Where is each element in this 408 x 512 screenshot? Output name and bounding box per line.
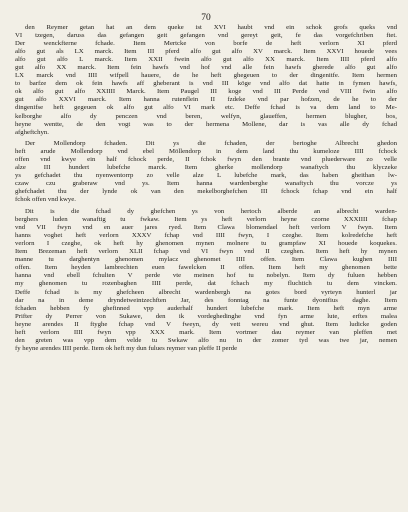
text-line: berghers luden wanaftig tu fwkaw. Item ys heft verlorn heyne czorne XXXIIII fchap xyxy=(15,216,397,224)
text-line: alfo gut alfo L marck. Item XXII fwein alfo gut alfo XX marck. Item IIII pferd alfo xyxy=(15,56,397,64)
text-line: czaw czu graberaw vnd ys. Item hanna wardenberghe wanaftych thu vorcze ys xyxy=(15,180,397,188)
text-line: hanns voghet heft verlorn XXXV fchap vnd IIII fwyn, I czeghe. Item kolredefche heft xyxy=(15,232,397,240)
text-line: Dit is die fchad dy ghefchen ys von hertoch alberde an albrecht warden- xyxy=(25,208,397,216)
text-line: offen vnd kwye ein half fchock perde, II fchok fwyn den brante vnd pluederware zo velle xyxy=(15,156,397,164)
text-line: den Reymer getan hat an dem queke ist XVI haubt vnd ein schok grofs queks vnd xyxy=(25,24,397,31)
text-line: alfo gut als LX marck. Item III pferd alfo gut alfo XV marck. Item XXVI houede vees xyxy=(15,48,397,56)
paragraph xyxy=(15,140,397,204)
text-line: vnd VII fwyn vnd en auer jares ryed. Item Clawa blomendael heft verlorn V fwyn. Item xyxy=(15,224,397,232)
text-line: Der wenckfterne fchade. Item Mertcke von borfe de heft verlorn XI pferd xyxy=(15,40,397,48)
paragraph xyxy=(15,24,397,137)
text-line: gut alfo XX marck. Item fein hawfs vnd hof vnd alle fein hawfs gherede alfo gut alfo xyxy=(15,64,397,72)
text-line: fchok offen vnd kwye. xyxy=(15,196,76,204)
text-line: dar na in deme dryndetweintzechften Jar, des fonntag na funte dyonifius daghe. Item xyxy=(15,296,397,304)
text-line: offen. Item heyden lambrechten euen fawelcken II offen. Item heft my ghenomen bette xyxy=(15,264,397,272)
text-line: den greten was vpp dem velde tu Swkaw alfo nu in der zomer tyd was twe jar, nemen xyxy=(15,336,397,344)
document-body xyxy=(15,24,397,353)
text-line: manne tu darghentyn ghenomen mylacz ghenomet IIII offen. Item Clawa kughen IIII xyxy=(15,256,397,264)
text-line: heyne wentte, de den vogt was to der hermena Mollene, dar is vas alle dy fchad xyxy=(15,120,397,128)
text-line: Deffe fchad is my ghefcheen albrecht wardenbergh na gotes bord vyrteyn hunterl jar xyxy=(15,288,397,296)
text-line: heft arude Mollendorp vnd ebel Möllendorp in dem land thu kumeloze IIII fchock xyxy=(15,148,397,156)
text-line: Der Mollendorp fchaden. Dit ys die fchaden, der bertoghe Albrecht ghedon xyxy=(25,140,397,148)
text-line: hanna vnd ebell fchulten V perde vte meinen hof tu nobelyn. Item dy fuluen hebben xyxy=(15,272,397,280)
text-line: ok alfo gut alfo XXIIII Marck. Item Paugel III koge vnd III Perde vnd VIII fwin alfo xyxy=(15,88,397,96)
text-line: heft verlorn IIII fwyn vpp XXX mark. Item vortmer dau reymer van pleffen met xyxy=(15,328,397,336)
text-line: ys gefchadet thu nyenwentorrp zo velle alze L lubefche mark, das haben gheithan lw- xyxy=(15,172,397,180)
text-line: dingenifse heft gegeuen ok alfo gut alfo VI mark etc. Deffe fchad is va dem land to Me- xyxy=(15,104,397,112)
text-line: to barfze dem ok fein hawfs aff gheberant is vnd III köge vnd alfo dat hatte in fymen hawfs, xyxy=(15,80,397,88)
paragraph xyxy=(15,208,397,353)
text-line: VI tzegen, daruss das gefangen geit gefangen vnd gereyt geit, fe das vorgefchriben ftet. xyxy=(15,32,397,40)
text-line: fy heyne arendes IIII perde. Item ok heft my dun fulues reymer van pleffe II perde xyxy=(15,344,238,352)
text-line: heyne arendes II ftyghe fchap vnd V fweyn, dy vett wereu vnd ghut. Item ludicke goden xyxy=(15,320,397,328)
text-line: ghefchadet thu der lynde ok van den mekelborghefchen III fchock fchap vnd ein half xyxy=(15,188,397,196)
page-number: 70 xyxy=(201,13,211,23)
text-line: gut alfo XXVI marck. Item hanna rutenflein II fzdeke vnd par hofzen, de he to der xyxy=(15,96,397,104)
text-line: afgheftchyn. xyxy=(15,128,49,136)
text-line: kelborghe alfo dy penczen vnd beren, welfyn, glaueffen, hermen blugher, bos, xyxy=(15,112,397,120)
text-line: Item Brezeman heft verlorn XLII fchap vnd VI fwyn vnd II czeghen. Item heft hy mynen xyxy=(15,248,397,256)
text-line: fchaden hebben fy ghefinned vpp auderhalf hundert lubefche mark. Item heft myn arme xyxy=(15,304,397,312)
text-line: Prifter dy Perrer von Sukawe, den ik vordeghedinghe vnd fyn arme lute, erftes malea xyxy=(15,312,397,320)
text-line: my ghenomen tu rozenbaghen IIII perde, dat fchach my fluchtich tu dem vincken. xyxy=(15,280,397,288)
text-line: alze III hundert lubefche marck. Item gherke mollendorp wanaftych thu klyczeke xyxy=(15,164,397,172)
text-line: verlorn I czeghe, ok heft hy ghenomen mynen molnere tu grampfaw XI houede koquekes. xyxy=(15,240,397,248)
text-line: LX marck vnd IIII wifpell hauere, de he heft ghegeuen to der dingenitfe. Item hermen xyxy=(15,72,397,80)
